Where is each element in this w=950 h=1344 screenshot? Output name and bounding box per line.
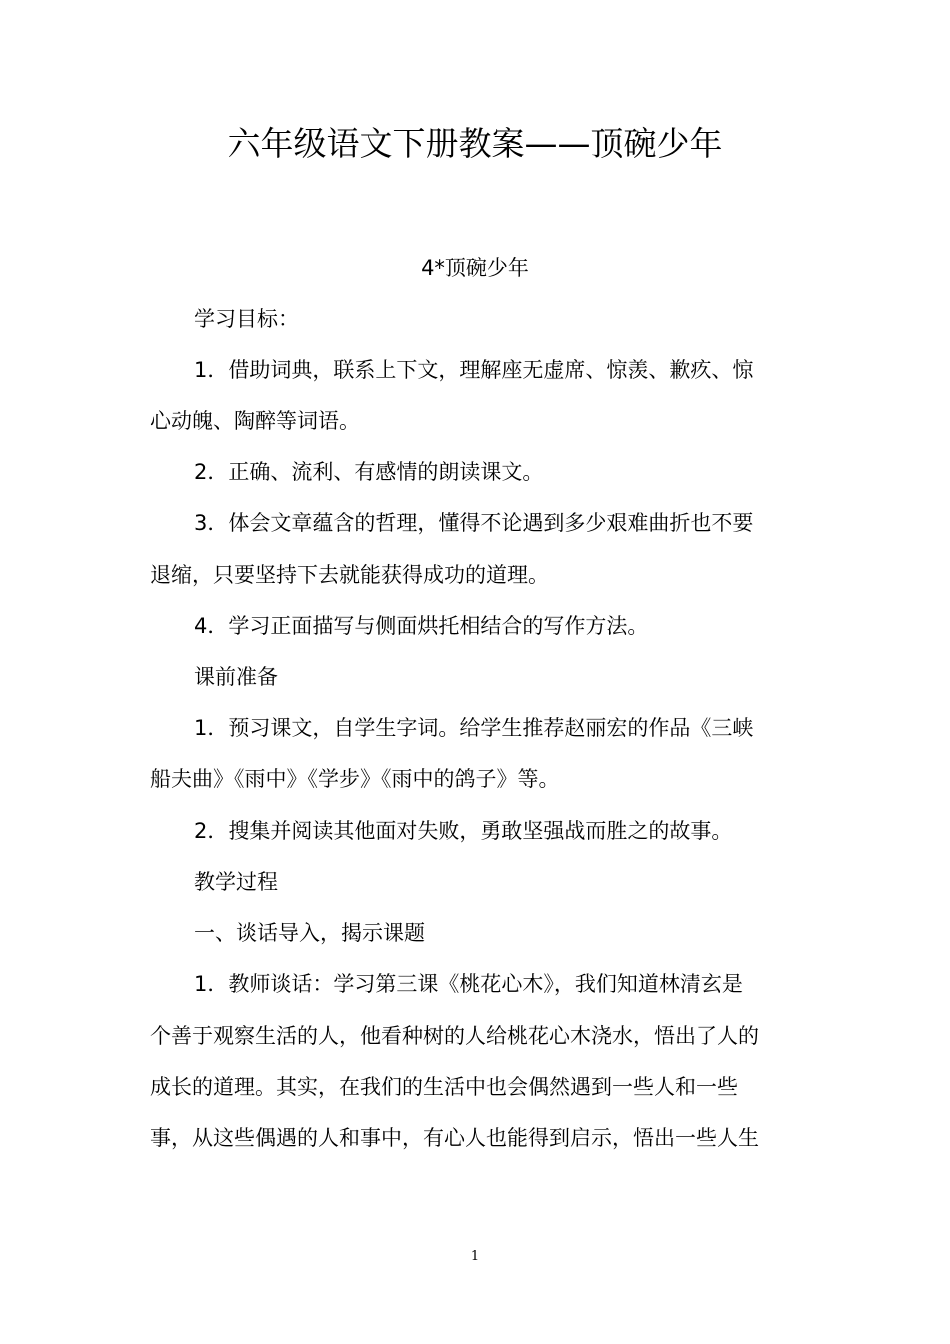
- lesson-subtitle: 4*顶碗少年: [421, 256, 529, 280]
- paragraph-line: 1．借助词典，联系上下文，理解座无虚席、惊羡、歉疚、惊: [194, 358, 754, 382]
- document-title: 六年级语文下册教案——顶碗少年: [227, 124, 723, 163]
- paragraph-line: 退缩，只要坚持下去就能获得成功的道理。: [150, 563, 549, 587]
- paragraph-line: 3．体会文章蕴含的哲理，懂得不论遇到多少艰难曲折也不要: [194, 511, 754, 535]
- paragraph-line: 2．搜集并阅读其他面对失败，勇敢坚强战而胜之的故事。: [194, 819, 733, 843]
- paragraph-line: 个善于观察生活的人，他看种树的人给桃花心木浇水，悟出了人的: [150, 1024, 759, 1048]
- section-heading-process: 教学过程: [194, 870, 278, 894]
- paragraph-line: 4．学习正面描写与侧面烘托相结合的写作方法。: [194, 614, 649, 638]
- paragraph-line: 1．预习课文，自学生字词。给学生推荐赵丽宏的作品《三峡: [194, 716, 754, 740]
- paragraph-line: 船夫曲》《雨中》《学步》《雨中的鸽子》等。: [150, 767, 560, 791]
- paragraph-line: 心动魄、陶醉等词语。: [150, 409, 360, 433]
- page-number: 1: [470, 1249, 480, 1264]
- paragraph-line: 成长的道理。其实，在我们的生活中也会偶然遇到一些人和一些: [150, 1075, 738, 1099]
- paragraph-line: 2．正确、流利、有感情的朗读课文。: [194, 460, 544, 484]
- section-heading-objectives: 学习目标：: [194, 307, 299, 331]
- paragraph-line: 事，从这些偶遇的人和事中，有心人也能得到启示，悟出一些人生: [150, 1126, 759, 1150]
- section-heading-preparation: 课前准备: [194, 665, 278, 689]
- section-heading-intro: 一、谈话导入，揭示课题: [194, 921, 425, 945]
- paragraph-line: 1．教师谈话：学习第三课《桃花心木》，我们知道林清玄是: [194, 972, 743, 996]
